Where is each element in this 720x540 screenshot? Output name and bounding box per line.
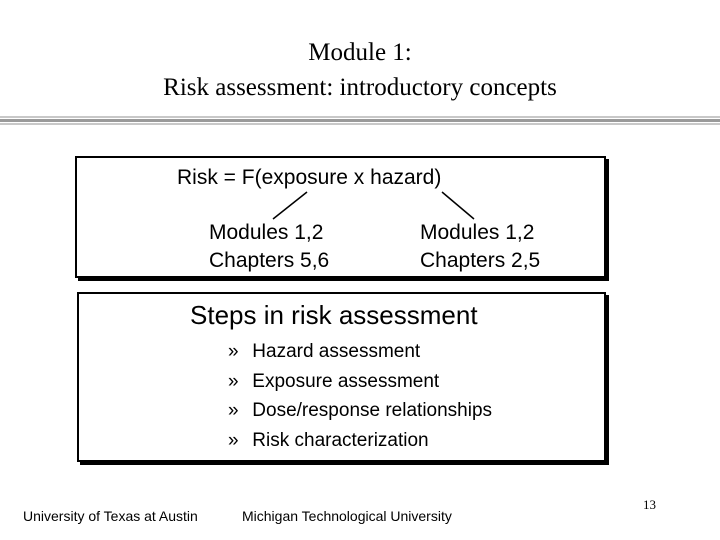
step-item [228, 337, 492, 367]
hazard-references [420, 219, 540, 275]
bullet-chevron-icon: » [228, 400, 239, 421]
step-item [228, 396, 492, 426]
bullet-chevron-icon: » [228, 370, 239, 392]
step-label: Exposure assessment [252, 370, 440, 392]
bullet-chevron-icon: » [228, 341, 239, 362]
exposure-references [209, 219, 329, 275]
risk-formula: Risk = F(exposure x hazard) [177, 166, 442, 189]
connector-line-left [273, 192, 307, 219]
slide-title-line-1: Module 1: [308, 39, 412, 66]
page-number: 13 [643, 497, 656, 512]
steps-list [228, 337, 492, 455]
hazard-modules: Modules 1,2 [420, 221, 535, 244]
footer-university-left: University of Texas at Austin [23, 508, 198, 524]
step-label: Dose/response relationships [252, 400, 493, 421]
steps-heading: Steps in risk assessment [190, 300, 478, 330]
exposure-modules: Modules 1,2 [209, 221, 324, 244]
connector-line-right [442, 192, 474, 219]
step-item [228, 367, 492, 397]
step-label: Risk characterization [252, 429, 429, 451]
steps-box [77, 292, 606, 462]
footer-university-center: Michigan Technological University [242, 508, 452, 524]
step-label: Hazard assessment [252, 341, 421, 362]
bullet-chevron-icon: » [228, 429, 239, 451]
slide-title-line-2: Risk assessment: introductory concepts [163, 74, 557, 101]
hazard-chapters: Chapters 2,5 [420, 249, 541, 272]
step-item [228, 426, 492, 456]
exposure-chapters: Chapters 5,6 [209, 249, 330, 272]
formula-box [75, 156, 606, 278]
title-divider [0, 116, 720, 126]
